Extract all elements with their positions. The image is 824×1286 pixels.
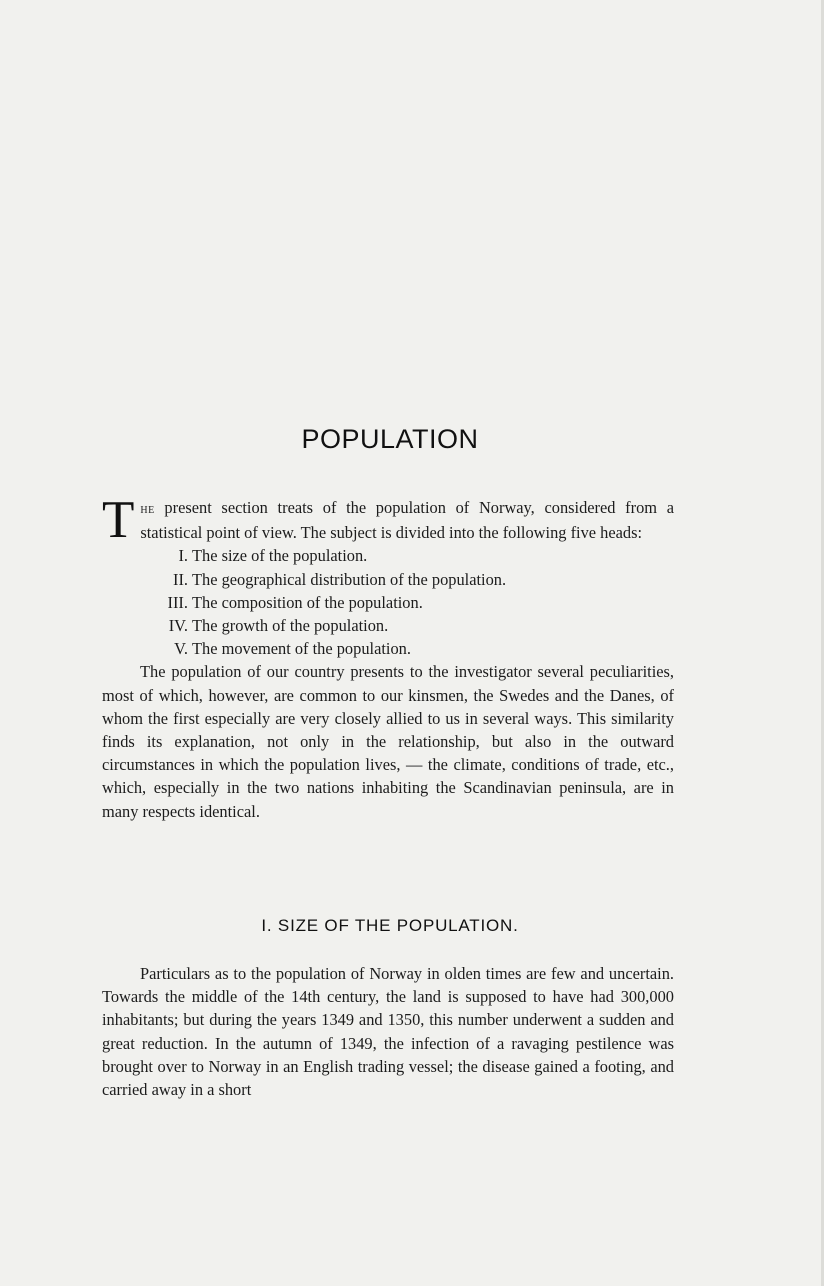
list-numeral: II. <box>172 569 188 589</box>
second-paragraph: The population of our country presents to the investigator several peculiarities, most of which, however, are common to our kinsmen, the Swedes and the Danes, of whom the first especially are very closely allied to us in several ways. This similarity finds its explanation, not only in the relationship, but also in the outward circumstances in which the population lives, — the climate, conditions of trade, etc., which, especially in the two nations inhabiting the Scandinavian peninsula, are in many respects identical. <box>102 662 674 821</box>
intro-paragraph <box>102 491 674 549</box>
list-item-text: The growth of the population. <box>192 615 389 635</box>
list-item <box>102 544 674 567</box>
list-item <box>102 614 674 637</box>
list-item <box>102 591 674 614</box>
list-numeral: III. <box>167 592 188 612</box>
section-paragraph: Particulars as to the population of Norway in olden times are few and uncertain. Towards the middle of the 14th century, the land is supposed to have had 300,000 inhabitants; but during the years 1349 and 1350, this number underwent a sudden and great reduction. In the autumn of 1349, the infection of a ravaging pestilence was brought over to Norway in an English trading vessel; the disease gained a footing, and carried away in a short <box>102 964 674 1100</box>
heads-list <box>102 544 674 660</box>
intro-small-caps: he <box>140 502 155 517</box>
section-heading: I. SIZE OF THE POPULATION. <box>261 916 519 935</box>
list-item-text: The geographical distribution of the population. <box>192 569 507 589</box>
list-item-text: The movement of the population. <box>192 639 411 659</box>
list-numeral: IV. <box>168 615 188 635</box>
list-item-text: The size of the population. <box>192 546 368 566</box>
list-item <box>102 637 674 660</box>
list-numeral: V. <box>174 639 188 659</box>
list-item-text: The composition of the population. <box>192 592 423 612</box>
intro-section <box>102 491 674 823</box>
list-item <box>102 568 674 591</box>
drop-cap: T <box>102 491 135 549</box>
intro-paragraph-text: present section treats of the population of Norway, considered from a statistical point of view. The subject is divided into the following five heads: <box>140 498 674 543</box>
list-numeral: I. <box>178 546 188 566</box>
section-body <box>102 962 674 1101</box>
page-title: POPULATION <box>301 424 479 454</box>
